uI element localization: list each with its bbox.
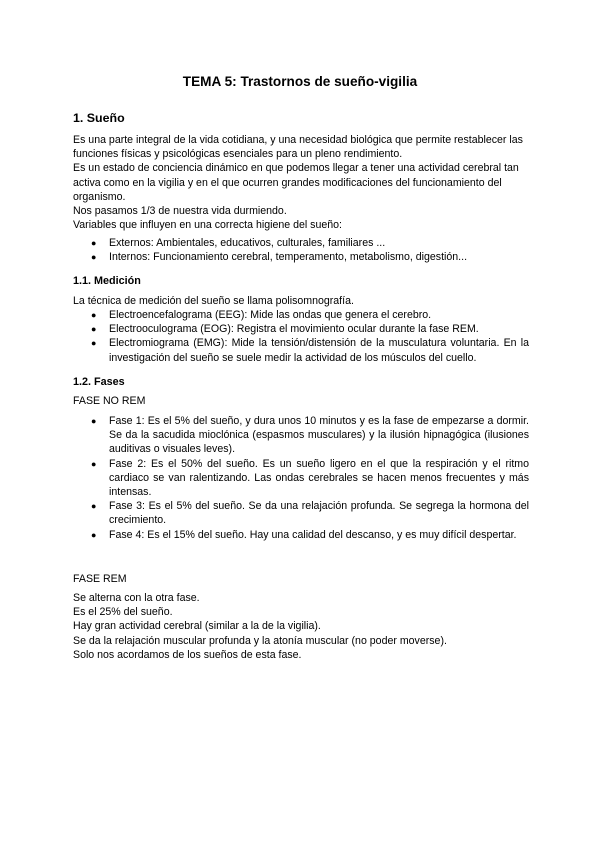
list-item: ● Internos: Funcionamiento cerebral, temperamento, metabolismo, digestión... xyxy=(91,251,468,264)
list-item: ● Fase 2: Es el 50% del sueño. Es un sueño ligero en el que la respiración y el ritmo cardiaco se van ralentizando. Las ondas cerebrales se hacen menos frecuentes y más intensas. xyxy=(91,457,529,499)
list-item: ● Fase 3: Es el 5% del sueño. Se da una relajación profunda. Se segrega la hormona del crecimiento. xyxy=(91,500,529,527)
paragraph: Se da la relajación muscular profunda y la atonía muscular (no poder moverse). xyxy=(73,634,447,647)
paragraph: Hay gran actividad cerebral (similar a la de la vigilia). xyxy=(73,620,321,633)
fase-rem-label: FASE REM xyxy=(73,573,127,585)
medicion-intro: La técnica de medición del sueño se llama polisomnografía. xyxy=(73,295,354,307)
paragraph: Se alterna con la otra fase. xyxy=(73,592,200,604)
paragraph: Solo nos acordamos de los sueños de esta fase. xyxy=(73,648,302,661)
medicion-list xyxy=(91,308,529,365)
paragraph: Es un estado de conciencia dinámico en que podemos llegar a tener una actividad cerebral tan activa como en la vigilia y en el que ocurren grandes modificaciones del funcionamiento del organismo. xyxy=(73,162,519,203)
paragraph: Nos pasamos 1/3 de nuestra vida durmiendo. xyxy=(73,205,287,218)
bullet-icon: ● xyxy=(91,458,97,469)
fase-rem-body xyxy=(73,591,533,662)
bullet-icon: ● xyxy=(91,252,97,263)
bullet-icon: ● xyxy=(91,338,97,349)
bullet-icon: ● xyxy=(91,238,97,248)
section-sueno-body xyxy=(73,133,533,232)
subsection-heading-fases: 1.2. Fases xyxy=(73,376,125,388)
paragraph: Es el 25% del sueño. xyxy=(73,606,173,619)
higiene-variables-list xyxy=(91,236,529,264)
bullet-icon: ● xyxy=(91,529,97,540)
list-item: ● Fase 4: Es el 15% del sueño. Hay una calidad del descanso, y es muy difícil despertar. xyxy=(91,528,517,541)
fase-no-rem-label: FASE NO REM xyxy=(73,395,146,407)
list-item: ● Fase 1: Es el 5% del sueño, y dura unos 10 minutos y es la fase de empezarse a dormir. Se da la sacudida mioclónica (espasmos musculares) y la ilusión hipnagógica (ilusiones auditivas o visuales leves). xyxy=(91,415,529,456)
paragraph: Es una parte integral de la vida cotidiana, y una necesidad biológica que permite restablecer las funciones físicas y psicológicas esenciales para un pleno rendimiento. xyxy=(73,134,523,161)
subsection-heading-medicion: 1.1. Medición xyxy=(73,275,141,287)
bullet-icon: ● xyxy=(91,310,97,320)
paragraph: Variables que influyen en una correcta higiene del sueño: xyxy=(73,219,342,232)
list-item: ● Electroencefalograma (EEG): Mide las ondas que genera el cerebro. xyxy=(91,309,432,321)
list-item: ● Externos: Ambientales, educativos, culturales, familiares ... xyxy=(91,237,386,249)
list-item: ● Electrooculograma (EOG): Registra el movimiento ocular durante la fase REM. xyxy=(91,323,479,336)
bullet-icon: ● xyxy=(91,416,97,426)
fase-no-rem-list xyxy=(91,414,529,542)
list-item: ● Electromiograma (EMG): Mide la tensión/distensión de la musculatura voluntaria. En la investigación del sueño se suele medir la actividad de los músculos del cuello. xyxy=(91,337,529,364)
bullet-icon: ● xyxy=(91,324,97,335)
page-title: TEMA 5: Trastornos de sueño-vigilia xyxy=(182,74,418,89)
section-heading-sueno: 1. Sueño xyxy=(73,111,125,125)
bullet-icon: ● xyxy=(91,501,97,512)
